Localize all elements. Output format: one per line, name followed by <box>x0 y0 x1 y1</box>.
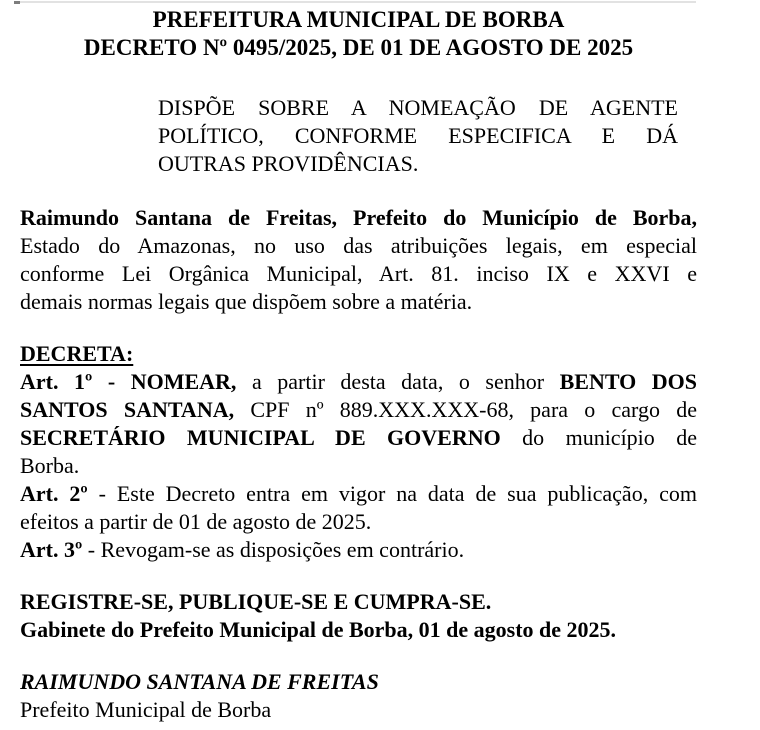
signature-role: Prefeito Municipal de Borba <box>20 697 272 722</box>
decree-number-title: DECRETO Nº 0495/2025, DE 01 DE AGOSTO DE 2025 <box>83 35 634 60</box>
scan-artifact-line <box>14 1 696 3</box>
ementa-line: POLÍTICO, CONFORME ESPECIFICA E DÁ <box>158 123 678 148</box>
signature-section <box>20 668 697 724</box>
article-1-line: Borba. <box>20 453 80 478</box>
article-1-line: SECRETÁRIO MUNICIPAL DE GOVERNO do município de <box>20 425 697 450</box>
article-1-line: Art. 1º - NOMEAR, a partir desta data, o senhor BENTO DOS <box>20 369 698 394</box>
article-2-line: efeitos a partir de 01 de agosto de 2025. <box>20 509 372 534</box>
preamble-paragraph <box>20 204 697 316</box>
preamble-line: conforme Lei Orgânica Municipal, Art. 81. inciso IX e XXVI e <box>20 261 697 286</box>
article-1 <box>20 368 697 480</box>
document-title: PREFEITURA MUNICIPAL DE BORBA <box>152 7 565 32</box>
preamble-line: Estado do Amazonas, no uso das atribuições legais, em especial <box>20 233 697 258</box>
decreta-label: DECRETA: <box>20 341 134 366</box>
article-1-line: SANTOS SANTANA, CPF nº 889.XXX.XXX-68, para o cargo de <box>20 397 697 422</box>
ementa-line: OUTRAS PROVIDÊNCIAS. <box>158 151 419 176</box>
ementa-line: DISPÕE SOBRE A NOMEAÇÃO DE AGENTE <box>158 95 678 120</box>
ementa-summary <box>158 94 678 178</box>
closing-section <box>20 588 697 644</box>
article-2-line: Art. 2º - Este Decreto entra em vigor na data de sua publicação, com <box>20 481 697 506</box>
signature-name: RAIMUNDO SANTANA DE FREITAS <box>20 669 379 694</box>
preamble-line: Raimundo Santana de Freitas, Prefeito do Município de Borba, <box>20 205 697 230</box>
article-3-line: Art. 3º - Revogam-se as disposições em contrário. <box>20 537 465 562</box>
closing-gabinete-line: Gabinete do Prefeito Municipal de Borba, 01 de agosto de 2025. <box>20 617 617 642</box>
article-2 <box>20 480 697 536</box>
decreta-heading <box>20 340 697 368</box>
preamble-line: demais normas legais que dispõem sobre a matéria. <box>20 289 473 314</box>
document-header <box>20 6 697 62</box>
article-3 <box>20 536 697 564</box>
scan-artifact-tick <box>14 1 20 4</box>
closing-registre-line: REGISTRE-SE, PUBLIQUE-SE E CUMPRA-SE. <box>20 589 492 614</box>
